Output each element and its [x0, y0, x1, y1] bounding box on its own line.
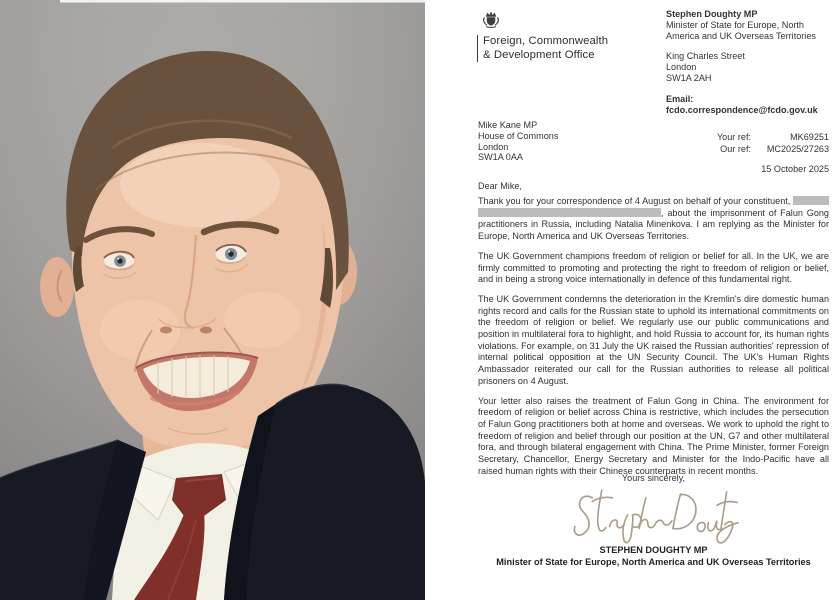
redaction-box — [793, 196, 829, 205]
royal-crest-icon — [482, 10, 500, 29]
our-ref-value: MC2025/27263 — [766, 143, 829, 154]
sender-address-line2: London — [666, 62, 697, 73]
redaction-box — [478, 208, 661, 217]
sender-name: Stephen Doughty MP — [666, 9, 758, 19]
sender-block — [666, 9, 838, 115]
our-ref-label: Our ref: — [720, 143, 751, 154]
signoff-title: Minister of State for Europe, North America and UK Overseas Territories — [496, 556, 811, 567]
sender-email: fcdo.correspondence@fcdo.gov.uk — [666, 104, 818, 115]
recipient-address-line1: House of Commons — [478, 130, 559, 141]
sender-address-line3: SW1A 2AH — [666, 72, 712, 83]
paragraph-3: The UK Government condemns the deterioration in the Kremlin's dire domestic human rights record and calls for the Russian state to uphold its international commitments on the freedom of religion or belief. We regularly use our public communications and position in multilateral fora to highlight, and hold Russia to account for, its human rights violations. For example, on 31 July the UK raised the Russian authorities' repression of internal political opposition at the UN Security Council. The UK's Human Rights Ambassador reiterated our call for the Russian authorities to release all political prisoners on 4 August. — [478, 293, 829, 386]
recipient-address-line3: SW1A 0AA — [478, 152, 523, 163]
letter-page — [425, 0, 840, 600]
recipient-name: Mike Kane MP — [478, 120, 538, 130]
letter-body — [478, 196, 829, 485]
signoff-block — [478, 545, 829, 568]
reference-block — [717, 132, 829, 155]
paragraph-1 — [478, 196, 829, 243]
letter-date: 15 October 2025 — [761, 164, 829, 174]
closing-line: Yours sincerely, — [621, 473, 686, 483]
signoff-name: STEPHEN DOUGHTY MP — [599, 545, 708, 555]
paragraph-4: Your letter also raises the treatment of Falun Gong in China. The environment for freedom of religion or belief across China is restrictive, which includes the persecution of Falun Gong practitioners both at home and overseas. We work to uphold the right to freedom of religion and belief through our position at the UN, G7 and other multilateral fora, and through bilateral engagement with China. The Prime Minister, former Foreign Secretary, Chancellor, Energy Secretary and Minister for the Indo-Pacific have all raised human rights with their Chinese counterparts in recent months. — [478, 395, 829, 476]
fcdo-logo — [477, 10, 608, 62]
salutation: Dear Mike, — [478, 181, 522, 191]
recipient-address-line2: London — [478, 141, 509, 152]
sender-title: Minister of State for Europe, North America and UK Overseas Territories — [666, 19, 816, 41]
sender-address-line1: King Charles Street — [666, 51, 745, 62]
email-label: Email: — [666, 93, 694, 104]
your-ref-value: MK69251 — [790, 132, 829, 142]
paragraph-1-text-before: Thank you for your correspondence of 4 August on behalf of your constituent, — [478, 196, 791, 206]
recipient-block — [478, 120, 558, 163]
handwritten-signature — [573, 484, 741, 548]
your-ref-label: Your ref: — [716, 132, 751, 142]
paragraph-2: The UK Government champions freedom of religion or belief for all. In the UK, we are firmly committed to promoting and protecting the right to freedom of religion or belief, and in being a strong voice internationally in defence of this fundamental right. — [478, 250, 829, 285]
paragraph-1-text-after: , about the imprisonment of Falun Gong practitioners in Russia, including Natalia Minenkova. I am replying as the Minister for Europe, North America and UK Overseas Territories. — [478, 207, 829, 242]
fcdo-logo-text — [477, 35, 608, 62]
fcdo-org-line2: & Development Office — [483, 48, 595, 61]
fcdo-org-line1: Foreign, Commonwealth — [483, 35, 609, 47]
